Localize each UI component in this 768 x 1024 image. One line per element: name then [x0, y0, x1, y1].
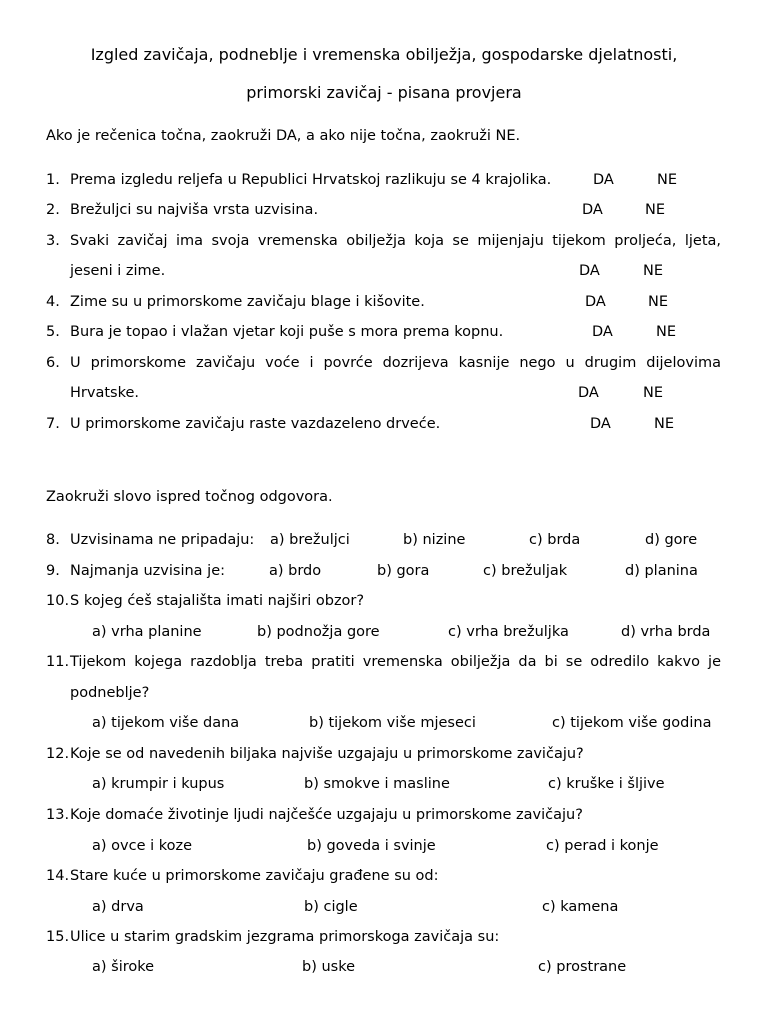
answer-da: DA	[578, 385, 599, 401]
title-line-2: primorski zavičaj - pisana provjera	[246, 83, 522, 102]
option-b: b) uske	[302, 959, 356, 975]
question-number: 13.	[46, 807, 70, 823]
question-number: 5.	[46, 324, 60, 340]
instruction-multiple-choice: Zaokruži slovo ispred točnog odgovora.	[46, 489, 333, 505]
option-a: a) brdo	[269, 563, 322, 579]
answer-da: DA	[592, 324, 613, 340]
question-text: Tijekom kojega razdoblja treba pratiti vremenska obilježja da bi se odredilo kakvo je	[70, 654, 721, 670]
option-c: c) vrha brežuljka	[448, 624, 569, 640]
option-b: b) gora	[377, 563, 430, 579]
question-number: 10.	[46, 593, 70, 609]
option-a: a) vrha planine	[92, 624, 202, 640]
option-d: d) vrha brda	[621, 624, 711, 640]
question-number: 3.	[46, 233, 60, 249]
option-a: a) drva	[92, 899, 144, 915]
answer-da: DA	[593, 172, 614, 188]
answer-da: DA	[585, 294, 606, 310]
option-a: a) krumpir i kupus	[92, 776, 225, 792]
option-b: b) nizine	[403, 532, 466, 548]
answer-ne: NE	[656, 324, 677, 340]
option-c: c) kamena	[542, 899, 619, 915]
answer-ne: NE	[643, 385, 664, 401]
question-text: Prema izgledu reljefa u Republici Hrvatskoj razlikuju se 4 krajolika.	[70, 172, 552, 188]
question-number: 2.	[46, 202, 60, 218]
option-c: c) tijekom više godina	[552, 715, 712, 731]
option-b: b) cigle	[304, 899, 358, 915]
question-text: Stare kuće u primorskome zavičaju građene su od:	[70, 868, 439, 884]
question-text: Brežuljci su najviša vrsta uzvisina.	[70, 202, 319, 218]
answer-da: DA	[579, 263, 600, 279]
question-number: 1.	[46, 172, 60, 188]
option-b: b) tijekom više mjeseci	[309, 715, 476, 731]
question-text: Najmanja uzvisina je:	[70, 563, 225, 579]
question-text-continued: Hrvatske.	[70, 385, 139, 401]
question-text: Zime su u primorskome zavičaju blage i kišovite.	[70, 294, 425, 310]
question-text: Svaki zavičaj ima svoja vremenska obilježja koja se mijenjaju tijekom proljeća, ljeta,	[70, 233, 721, 249]
question-number: 7.	[46, 416, 60, 432]
option-b: b) goveda i svinje	[307, 838, 436, 854]
answer-ne: NE	[645, 202, 666, 218]
option-a: a) široke	[92, 959, 155, 975]
option-b: b) smokve i masline	[304, 776, 450, 792]
question-text: Koje se od navedenih biljaka najviše uzgajaju u primorskome zavičaju?	[70, 746, 584, 762]
question-number: 9.	[46, 563, 60, 579]
question-number: 14.	[46, 868, 70, 884]
option-c: c) brda	[529, 532, 581, 548]
instruction-true-false: Ako je rečenica točna, zaokruži DA, a ako nije točna, zaokruži NE.	[46, 128, 521, 144]
option-c: c) perad i konje	[546, 838, 659, 854]
option-a: a) ovce i koze	[92, 838, 193, 854]
option-c: c) kruške i šljive	[548, 776, 665, 792]
question-number: 15.	[46, 929, 70, 945]
option-b: b) podnožja gore	[257, 624, 380, 640]
option-c: c) prostrane	[538, 959, 627, 975]
option-c: c) brežuljak	[483, 563, 568, 579]
question-text: Uzvisinama ne pripadaju:	[70, 532, 255, 548]
answer-ne: NE	[654, 416, 675, 432]
question-number: 6.	[46, 355, 60, 371]
question-text: S kojeg ćeš stajališta imati najširi obzor?	[70, 593, 365, 609]
answer-da: DA	[582, 202, 603, 218]
question-text: Koje domaće životinje ljudi najčešće uzgajaju u primorskome zavičaju?	[70, 807, 583, 823]
question-text: U primorskome zavičaju voće i povrće dozrijeva kasnije nego u drugim dijelovima	[70, 355, 721, 371]
question-number: 4.	[46, 294, 60, 310]
question-number: 8.	[46, 532, 60, 548]
question-text-continued: podneblje?	[70, 685, 150, 701]
option-a: a) brežuljci	[270, 532, 350, 548]
question-text: Bura je topao i vlažan vjetar koji puše s mora prema kopnu.	[70, 324, 504, 340]
question-text: U primorskome zavičaju raste vazdazeleno drveće.	[70, 416, 441, 432]
option-d: d) planina	[625, 563, 698, 579]
answer-ne: NE	[643, 263, 664, 279]
question-text: Ulice u starim gradskim jezgrama primorskoga zavičaja su:	[70, 929, 500, 945]
option-a: a) tijekom više dana	[92, 715, 240, 731]
answer-ne: NE	[657, 172, 678, 188]
option-d: d) gore	[645, 532, 698, 548]
answer-ne: NE	[648, 294, 669, 310]
question-number: 12.	[46, 746, 70, 762]
question-text-continued: jeseni i zime.	[70, 263, 166, 279]
title-line-1: Izgled zavičaja, podneblje i vremenska obilježja, gospodarske djelatnosti,	[90, 45, 678, 64]
question-number: 11.	[46, 654, 70, 670]
answer-da: DA	[590, 416, 611, 432]
